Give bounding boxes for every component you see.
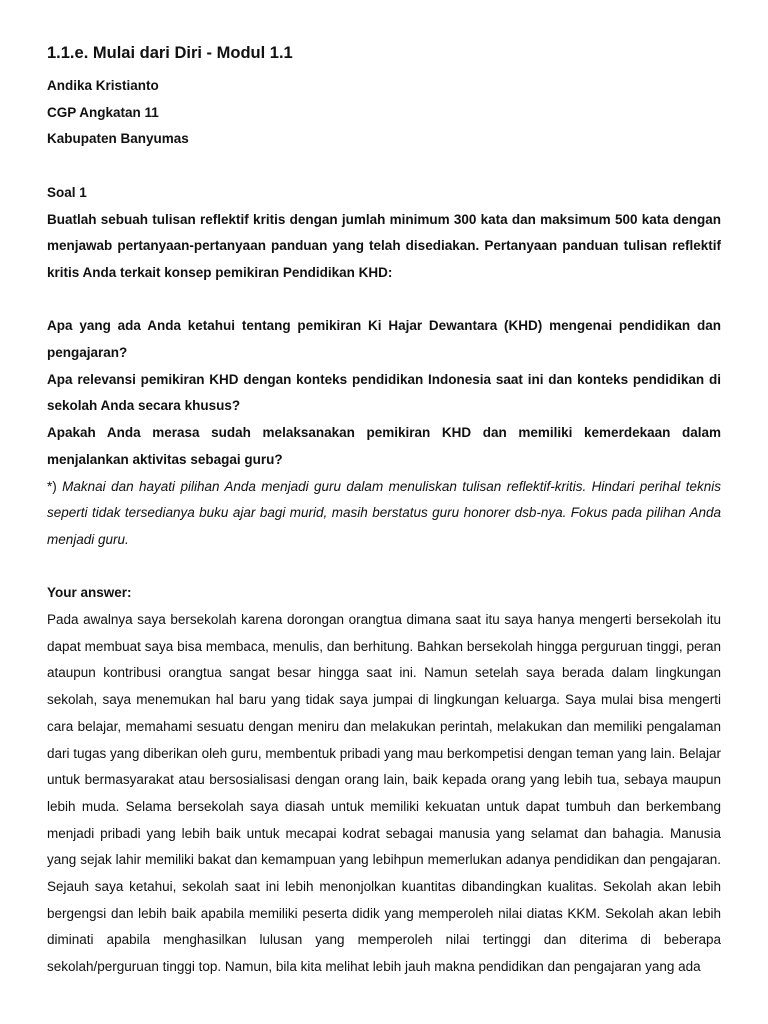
note-text: Maknai dan hayati pilihan Anda menjadi guru dalam menuliskan tulisan reflektif-kritis. Hindari perihal teknis seperti tidak tersedianya buku ajar bagi murid, masih berstatus guru honorer dsb-nya. Fokus pada pilihan Anda menjadi guru. [47, 478, 721, 547]
author-name: Andika Kristianto [47, 78, 159, 93]
spacer [47, 287, 721, 314]
spacer [47, 153, 721, 180]
note-prefix: *) [47, 478, 63, 494]
guide-question-3: Apakah Anda merasa sudah melaksanakan pemikiran KHD dan memiliki kemerdekaan dalam menjalankan aktivitas sebagai guru? [47, 425, 721, 467]
question-instruction: Buatlah sebuah tulisan reflektif kritis dengan jumlah minimum 300 kata dan maksimum 500 kata dengan menjawab pertanyaan-pertanyaan panduan yang telah disediakan. Pertanyaan panduan tulisan reflektif kritis Anda terkait konsep pemikiran Pendidikan KHD: [47, 211, 721, 280]
note [47, 474, 721, 554]
answer-text: Pada awalnya saya bersekolah karena dorongan orangtua dimana saat itu saya hanya mengerti bersekolah itu dapat membuat saya bisa membaca, menulis, dan berhitung. Bahkan bersekolah hingga perguruan tinggi, peran ataupun kontribusi orangtua sangat besar hingga saat ini. Namun setelah saya berada dalam lingkungan sekolah, saya menemukan hal baru yang tidak saya jumpai di lingkungan keluarga. Saya mulai bisa mengerti cara belajar, memahami sesuatu dengan meniru dan melakukan perintah, melakukan dan memiliki pengalaman dari tugas yang diberikan oleh guru, membentuk pribadi yang mau berkompetisi dengan teman yang lain. Belajar untuk bermasyarakat atau bersosialisasi dengan orang lain, baik kepada orang yang lebih tua, sebaya maupun lebih muda. Selama bersekolah saya diasah untuk memiliki kekuatan untuk dapat tumbuh dan berkembang menjadi pribadi yang lebih baik untuk mecapai kodrat sebagai manusia yang selamat dan bahagia. Manusia yang sejak lahir memiliki bakat dan kemampuan yang lebihpun memerlukan adanya pendidikan dan pengajaran. Sejauh saya ketahui, sekolah saat ini lebih menonjolkan kuantitas dibandingkan kualitas. Sekolah akan lebih bergengsi dan lebih baik apabila memiliki peserta didik yang memperoleh nilai diatas KKM. Sekolah akan lebih diminati apabila menghasilkan lulusan yang memperoleh nilai tertinggi dan diterima di beberapa sekolah/perguruan tinggi top. Namun, bila kita melihat lebih jauh makna pendidikan dan pengajaran yang ada [47, 612, 721, 975]
guide-question-2: Apa relevansi pemikiran KHD dengan konteks pendidikan Indonesia saat ini dan konteks pendidikan di sekolah Anda secara khusus? [47, 371, 721, 414]
region-label: Kabupaten Banyumas [47, 131, 189, 147]
question-label: Soal 1 [47, 184, 87, 200]
cohort-label: CGP Angkatan 11 [47, 104, 159, 120]
document-title: 1.1.e. Mulai dari Diri - Modul 1.1 [47, 44, 293, 62]
guide-question-1: Apa yang ada Anda ketahui tentang pemikiran Ki Hajar Dewantara (KHD) mengenai pendidikan dan pengajaran? [47, 318, 721, 360]
answer-label: Your answer: [47, 585, 132, 601]
spacer [47, 554, 721, 581]
